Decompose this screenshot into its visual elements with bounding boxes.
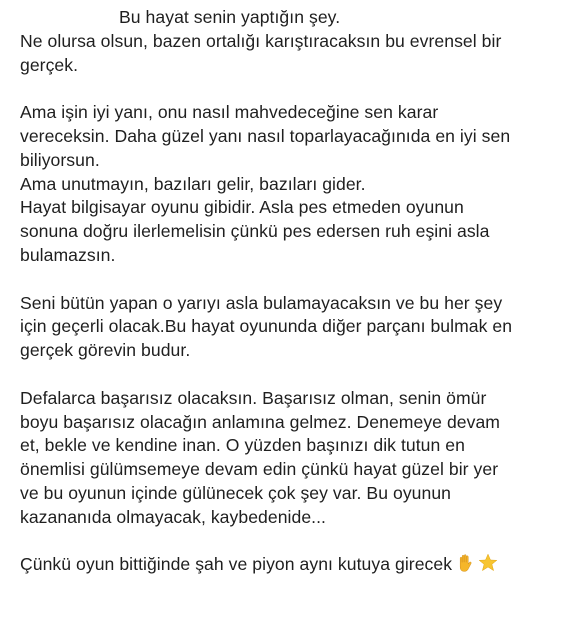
text-line: Seni bütün yapan o yarıyı asla bulamayacaksın ve bu her şey xyxy=(20,292,503,313)
text-line: sonuna doğru ilerlemelisin çünkü pes edersen ruh eşini asla xyxy=(20,221,490,242)
text-line: gerçek. xyxy=(20,54,79,75)
paragraph-5 xyxy=(20,553,568,577)
paragraph-gap xyxy=(20,363,568,387)
text-line: bulamazsın. xyxy=(20,244,116,265)
text-line: kazananıda olmayacak, kaybedenide... xyxy=(20,506,326,527)
text-line: et, bekle ve kendine inan. O yüzden başınızı dik tutun en xyxy=(20,435,465,456)
raised-hand-icon xyxy=(455,553,475,573)
text-line: Defalarca başarısız olacaksın. Başarısız olman, senin ömür xyxy=(20,387,487,408)
paragraph-1 xyxy=(20,30,568,78)
text-line: boyu başarısız olacağın anlamına gelmez. Denemeye devam xyxy=(20,411,500,432)
text-line: Ama işin iyi yanı, onu nasıl mahvedeceğine sen karar xyxy=(20,102,439,123)
text-line: ve bu oyunun içinde gülünecek çok şey var. Bu oyunun xyxy=(20,482,451,503)
paragraph-gap xyxy=(20,268,568,292)
paragraph-gap xyxy=(20,530,568,554)
text-line: için geçerli olacak.Bu hayat oyununda diğer parçanı bulmak en xyxy=(20,316,513,337)
document-title: Bu hayat senin yaptığın şey. xyxy=(119,7,341,27)
document xyxy=(20,6,568,577)
text-line: Ne olursa olsun, bazen ortalığı karıştıracaksın bu evrensel bir xyxy=(20,30,502,51)
text-line: vereceksin. Daha güzel yanı nasıl toparlayacağınıda en iyi sen xyxy=(20,125,511,146)
text-line: Hayat bilgisayar oyunu gibidir. Asla pes etmeden oyunun xyxy=(20,197,464,218)
text-line: önemlisi gülümsemeye devam edin çünkü hayat güzel bir yer xyxy=(20,459,499,480)
paragraph-4 xyxy=(20,387,568,530)
paragraph-2 xyxy=(20,101,568,268)
text-line: biliyorsun. xyxy=(20,149,100,170)
final-sentence: Çünkü oyun bittiğinde şah ve piyon aynı kutuya girecek xyxy=(20,554,453,575)
text-line: Ama unutmayın, bazıları gelir, bazıları gider. xyxy=(20,173,366,194)
text-line: gerçek görevin budur. xyxy=(20,340,191,361)
paragraph-3 xyxy=(20,292,568,363)
text-line xyxy=(20,553,568,577)
star-icon xyxy=(478,553,498,573)
paragraph-gap xyxy=(20,77,568,101)
